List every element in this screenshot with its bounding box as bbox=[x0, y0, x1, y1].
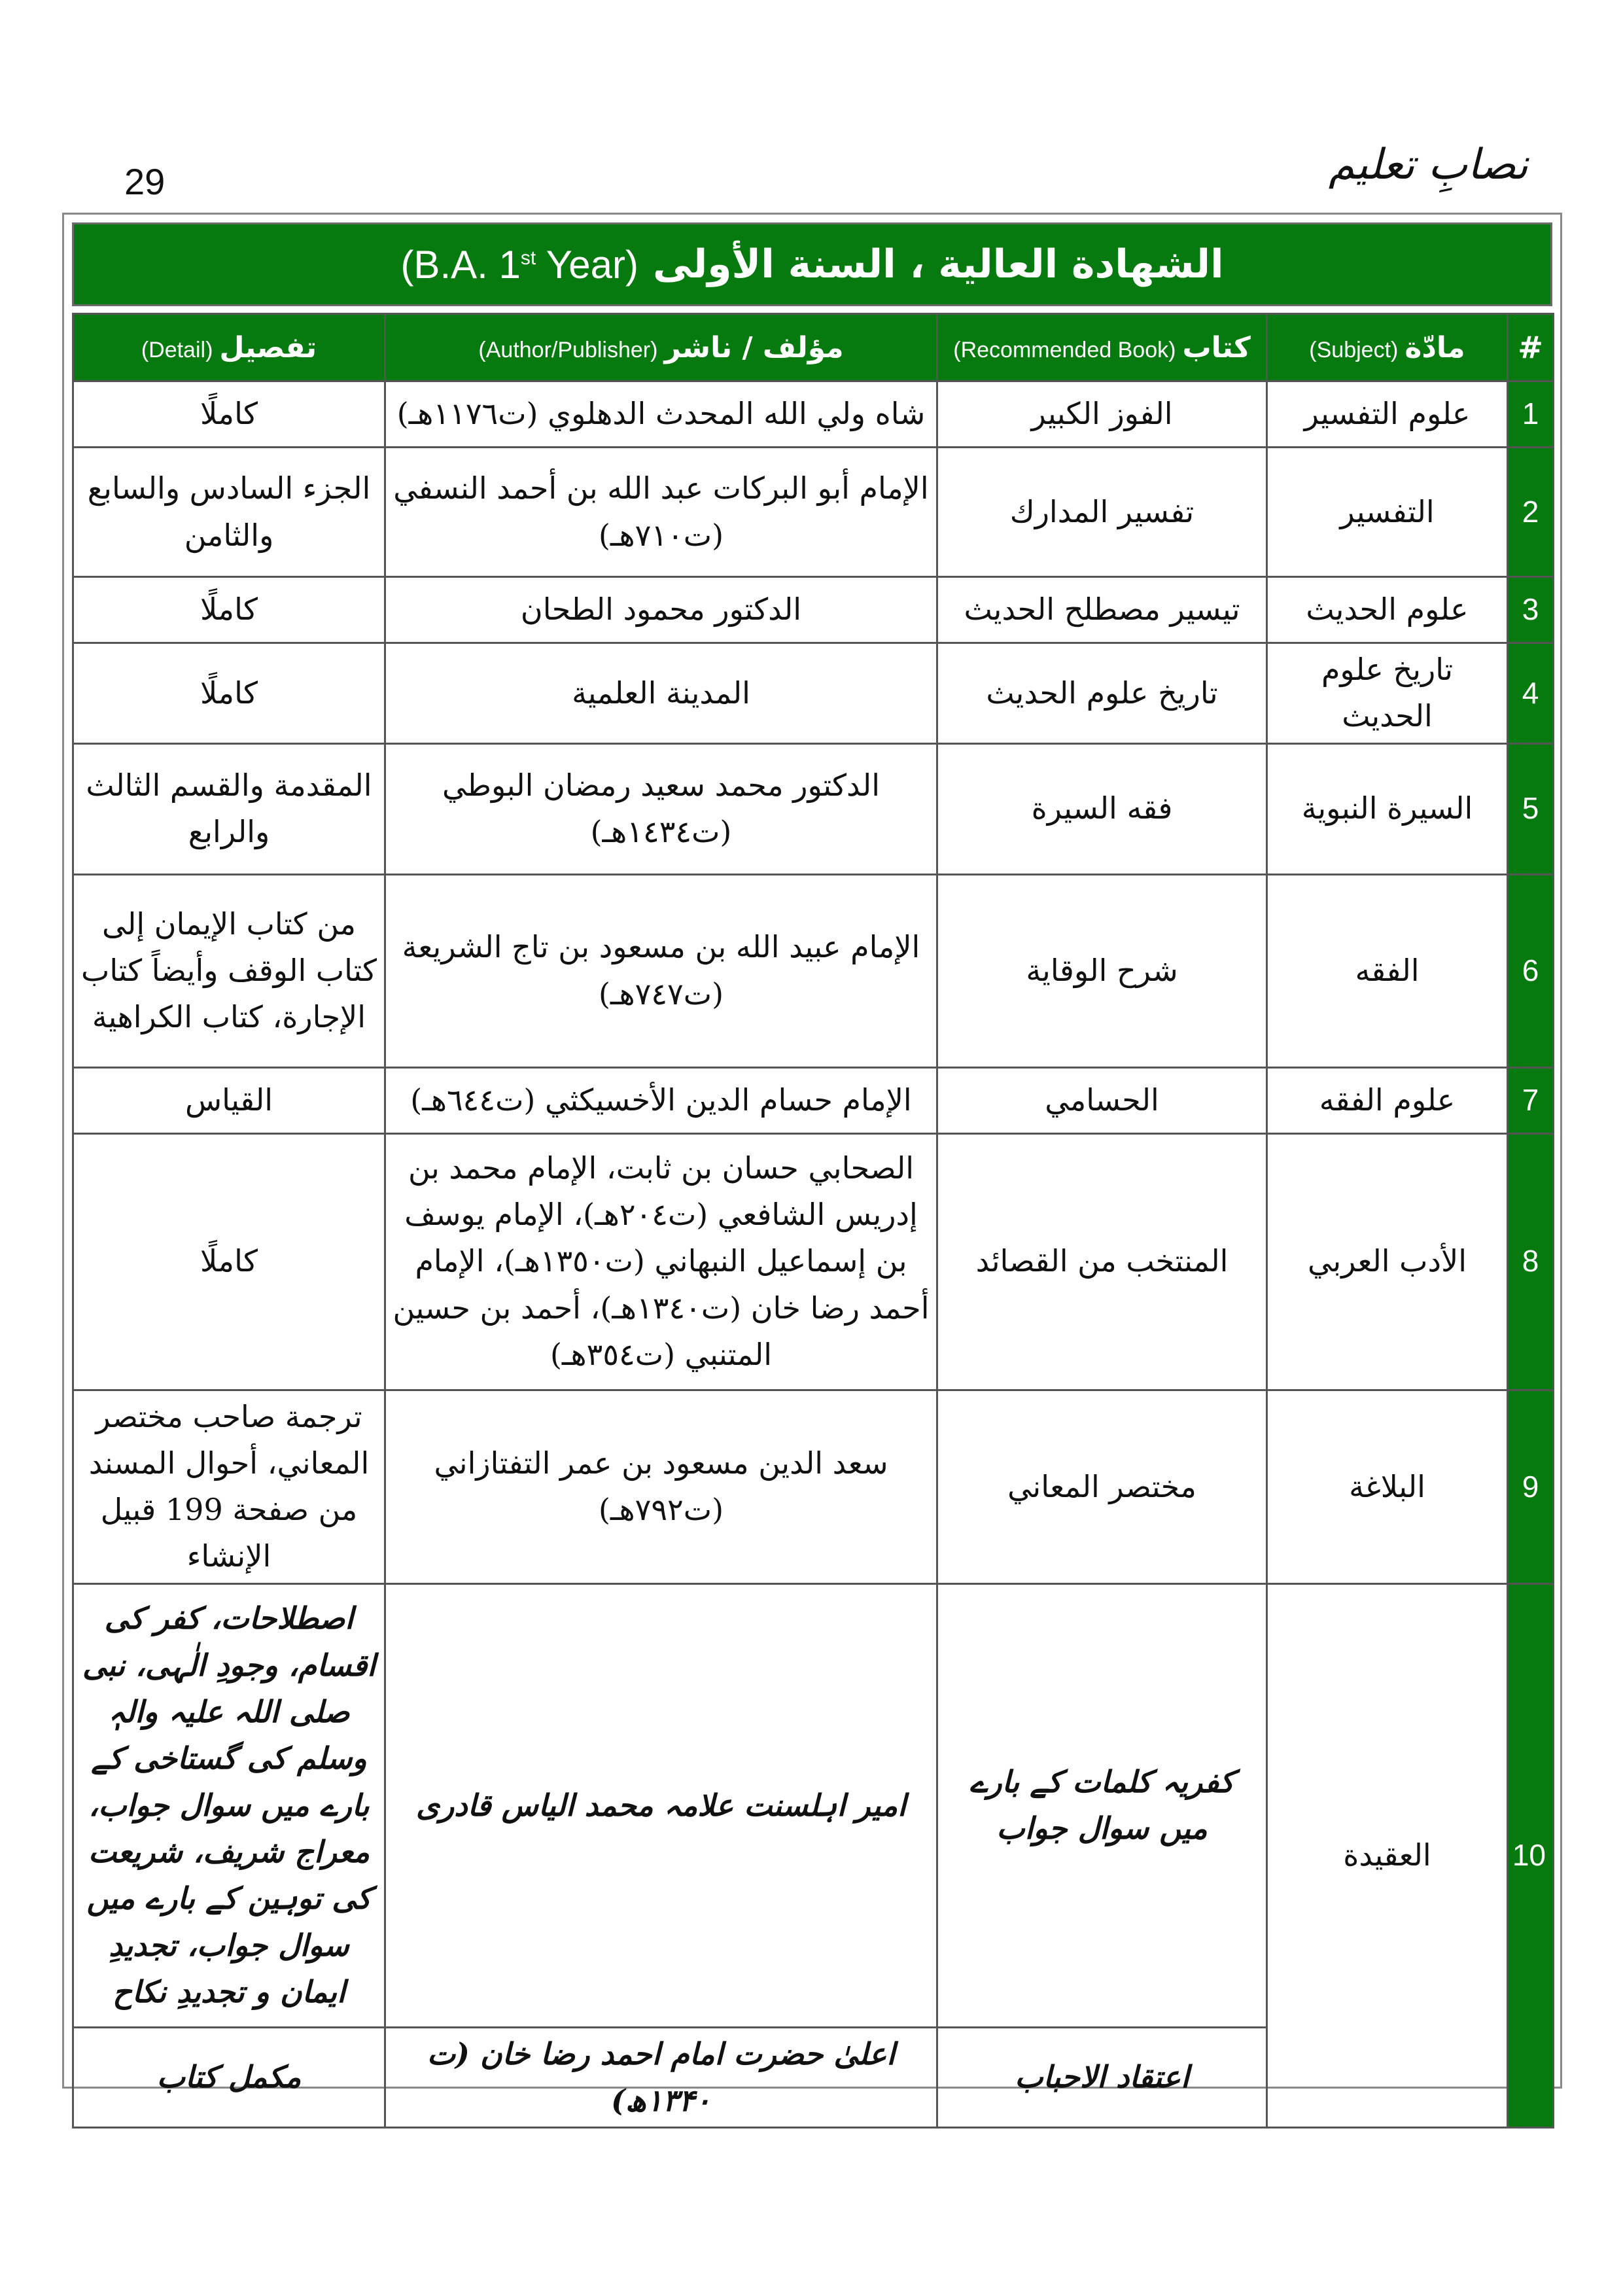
row-number: 1 bbox=[1508, 381, 1554, 448]
row-number: 8 bbox=[1508, 1133, 1554, 1390]
title-en-sup: st bbox=[520, 247, 536, 269]
book-cell: تيسير مصطلح الحديث bbox=[937, 577, 1267, 643]
book-cell: تفسير المدارك bbox=[937, 448, 1267, 577]
author-cell: الإمام حسام الدين الأخسيكثي (ت٦٤٤هـ) bbox=[385, 1067, 937, 1133]
row-number: 5 bbox=[1508, 743, 1554, 874]
title-english bbox=[400, 242, 638, 287]
author-cell: الدكتور محمود الطحان bbox=[385, 577, 937, 643]
book-cell: المنتخب من القصائد bbox=[937, 1133, 1267, 1390]
detail-cell: الجزء السادس والسابع والثامن bbox=[73, 448, 385, 577]
title-en-close: Year) bbox=[536, 242, 638, 287]
detail-cell: من كتاب الإيمان إلى كتاب الوقف وأيضاً كتاب الإجارة، كتاب الكراهية bbox=[73, 874, 385, 1067]
subject-cell: الأدب العربي bbox=[1267, 1133, 1508, 1390]
table-row bbox=[73, 743, 1554, 874]
subject-cell: تاريخ علوم الحديث bbox=[1267, 643, 1508, 744]
detail-cell: مکمل کتاب bbox=[73, 2027, 385, 2128]
row-number: 4 bbox=[1508, 643, 1554, 744]
book-cell: الفوز الكبير bbox=[937, 381, 1267, 448]
row-number: 7 bbox=[1508, 1067, 1554, 1133]
table-row bbox=[73, 1133, 1554, 1390]
row-number: 2 bbox=[1508, 448, 1554, 577]
row-number: 9 bbox=[1508, 1390, 1554, 1583]
subject-cell: علوم التفسير bbox=[1267, 381, 1508, 448]
book-cell: فقه السيرة bbox=[937, 743, 1267, 874]
subject-cell: علوم الحديث bbox=[1267, 577, 1508, 643]
author-cell: اعلیٰ حضرت امام احمد رضا خان (ت ۱۳۴۰ھ) bbox=[385, 2027, 937, 2128]
detail-cell: القياس bbox=[73, 1067, 385, 1133]
detail-cell: المقدمة والقسم الثالث والرابع bbox=[73, 743, 385, 874]
table-row bbox=[73, 381, 1554, 448]
subject-cell: الفقه bbox=[1267, 874, 1508, 1067]
subject-cell: العقيدة bbox=[1267, 1583, 1508, 2128]
row-number: 6 bbox=[1508, 874, 1554, 1067]
detail-cell: كاملًا bbox=[73, 643, 385, 744]
subject-cell: التفسير bbox=[1267, 448, 1508, 577]
title-en-open: (B.A. 1 bbox=[400, 242, 521, 287]
subject-cell: البلاغة bbox=[1267, 1390, 1508, 1583]
content-frame bbox=[62, 213, 1562, 2119]
detail-cell: كاملًا bbox=[73, 577, 385, 643]
detail-cell: اصطلاحات، کفر کی اقسام، وجودِ الٰہی، نبی صلی اللہ علیہ والہٖ وسلم کی گستاخی کے بارے میں سوال جواب، معراج شریف، شریعت کی توہین کے بارے میں سوال جواب، تجدیدِ ایمان و تجدیدِ نکاح bbox=[73, 1583, 385, 2027]
table-row bbox=[73, 1583, 1554, 2027]
subject-cell: السيرة النبوية bbox=[1267, 743, 1508, 874]
book-cell: تاريخ علوم الحديث bbox=[937, 643, 1267, 744]
author-cell: الإمام عبيد الله بن مسعود بن تاج الشريعة (ت٧٤٧هـ) bbox=[385, 874, 937, 1067]
book-cell: شرح الوقاية bbox=[937, 874, 1267, 1067]
row-number: 10 bbox=[1508, 1583, 1554, 2128]
table-row bbox=[73, 874, 1554, 1067]
subject-cell: علوم الفقه bbox=[1267, 1067, 1508, 1133]
author-cell: الإمام أبو البركات عبد الله بن أحمد النسفي (ت٧١٠هـ) bbox=[385, 448, 937, 577]
row-number: 3 bbox=[1508, 577, 1554, 643]
table-row bbox=[73, 1067, 1554, 1133]
header-author: مؤلف / ناشر(Author/Publisher) bbox=[385, 314, 937, 381]
table-row bbox=[73, 643, 1554, 744]
author-cell: سعد الدين مسعود بن عمر التفتازاني (ت٧٩٢هـ) bbox=[385, 1390, 937, 1583]
section-title-bar bbox=[72, 222, 1552, 306]
title-arabic: الشهادة العالية ، السنة الأولى bbox=[653, 241, 1224, 287]
header-number: # bbox=[1508, 314, 1554, 381]
syllabus-table bbox=[72, 313, 1554, 2128]
header-detail: تفصيل(Detail) bbox=[73, 314, 385, 381]
table-header-row bbox=[73, 314, 1554, 381]
detail-cell: كاملًا bbox=[73, 381, 385, 448]
table-row bbox=[73, 1390, 1554, 1583]
header-subject: مادّة(Subject) bbox=[1267, 314, 1508, 381]
detail-cell: كاملًا bbox=[73, 1133, 385, 1390]
book-cell: اعتقاد الاحباب bbox=[937, 2027, 1267, 2128]
detail-cell: ترجمة صاحب مختصر المعاني، أحوال المسند من صفحة 199 قبيل الإنشاء bbox=[73, 1390, 385, 1583]
author-cell: الدكتور محمد سعيد رمضان البوطي (ت١٤٣٤هـ) bbox=[385, 743, 937, 874]
author-cell: الصحابي حسان بن ثابت، الإمام محمد بن إدريس الشافعي (ت٢٠٤هـ)، الإمام يوسف بن إسماعيل النبهاني (ت١٣٥٠هـ)، الإمام أحمد رضا خان (ت١٣٤٠هـ)، أحمد بن حسين المتنبي (ت٣٥٤هـ) bbox=[385, 1133, 937, 1390]
table-row bbox=[73, 448, 1554, 577]
book-cell: الحسامي bbox=[937, 1067, 1267, 1133]
book-cell: مختصر المعاني bbox=[937, 1390, 1267, 1583]
table-row bbox=[73, 577, 1554, 643]
author-cell: امیر اہلسنت علامہ محمد الیاس قادری bbox=[385, 1583, 937, 2027]
page-number: 29 bbox=[124, 161, 166, 202]
author-cell: المدينة العلمية bbox=[385, 643, 937, 744]
running-title: نصابِ تعلیم bbox=[1328, 141, 1528, 189]
book-cell: کفریہ کلمات کے بارے میں سوال جواب bbox=[937, 1583, 1267, 2027]
author-cell: شاه ولي الله المحدث الدهلوي (ت١١٧٦هـ) bbox=[385, 381, 937, 448]
header-book: كتاب(Recommended Book) bbox=[937, 314, 1267, 381]
